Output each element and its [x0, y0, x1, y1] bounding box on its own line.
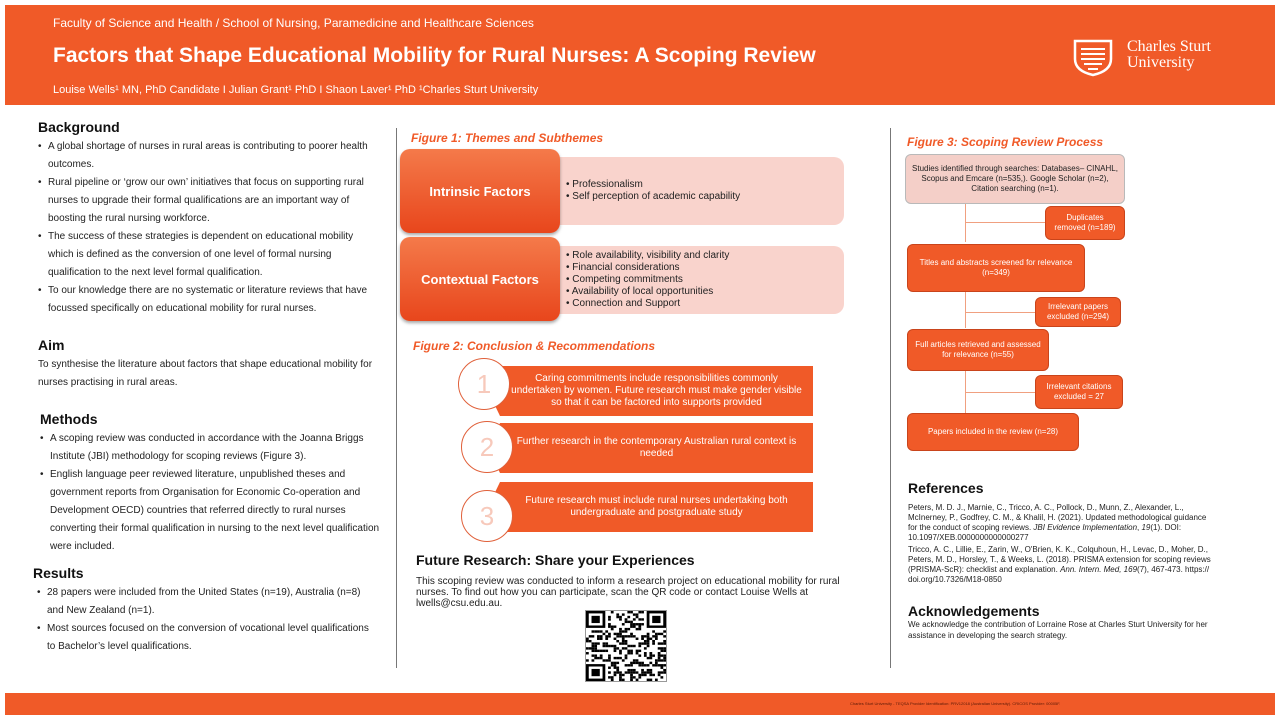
subtheme-item: • Connection and Support	[566, 298, 844, 310]
subtheme-item: • Competing commitments	[566, 274, 844, 286]
recommendation-number: 2	[461, 421, 513, 473]
figure3-title: Figure 3: Scoping Review Process	[907, 135, 1104, 149]
background-section	[38, 118, 378, 318]
crest-icon	[1071, 37, 1115, 77]
aim-heading: Aim	[38, 337, 65, 353]
list-item: • Most sources focused on the conversion of vocational level qualifications to Bachelor’s level qualifications.	[37, 620, 373, 656]
list-item: • The success of these strategies is dependent on educational mobility which is defined as the conversion of one level of formal nursing qualification to the next level formal qualification.	[38, 228, 378, 282]
background-heading: Background	[38, 119, 120, 135]
flow-connector	[965, 392, 1035, 393]
logo-line-1: Charles Sturt	[1127, 38, 1211, 55]
reference-journal: JBI Evidence Implementation	[1033, 523, 1138, 532]
reference-text: Peters, M. D. J., Marnie, C., Tricco, A. C., Pollock, D., Munn, Z., Alexander, L., McInerney, P., Godfrey, C. M., & Khalil, H. (2021). Updated methodological guidance for the conduct of scoping reviews.	[908, 503, 1207, 532]
list-item: • A scoping review was conducted in accordance with the Joanna Briggs Institute (JBI) methodology for scoping reviews (Figure 3).	[40, 430, 380, 466]
screened-box: Titles and abstracts screened for relevance (n=349)	[907, 244, 1085, 292]
future-research-heading: Future Research: Share your Experiences	[416, 552, 695, 568]
qr-code[interactable]	[585, 610, 667, 682]
list-item: • Rural pipeline or ‘grow our own’ initiatives that focus on supporting rural nurses to upgrade their formal qualifications are an important way of boosting the rural nursing workforce.	[38, 174, 378, 228]
subtheme-item: • Professionalism	[566, 179, 844, 191]
identified-box: Studies identified through searches: Databases– CINAHL, Scopus and Emcare (n=535,). Google Scholar (n=2), Citation searching (n=1).	[905, 154, 1125, 204]
reference-text: Tricco, A. C., Lillie, E., Zarin, W., O'Brien, K. K., Colquhoun, H., Levac, D., Moher, D., Peters, M. D., Horsley, T., & Weeks, L. (2018). PRISMA extension for scoping reviews (PRISMA-ScR): checklist and explanation.	[908, 545, 1211, 574]
recommendation-box: Further research in the contemporary Australian rural context is needed	[500, 423, 813, 473]
reference-volume: 169	[1123, 565, 1138, 574]
flow-connector	[965, 222, 1045, 223]
included-box: Papers included in the review (n=28)	[907, 413, 1079, 451]
acknowledgements-text: We acknowledge the contribution of Lorraine Rose at Charles Sturt University for her assistance in developing the search strategy.	[908, 620, 1208, 640]
reference-text: (1). DOI: 10.1097/XEB.0000000000000277	[908, 523, 1182, 542]
irrelevant-citations-box: Irrelevant citations excluded = 27	[1035, 375, 1123, 409]
logo-text	[1127, 39, 1211, 71]
acknowledgements-heading: Acknowledgements	[908, 603, 1040, 619]
reference-item	[908, 503, 1213, 543]
poster-title: Factors that Shape Educational Mobility for Rural Nurses: A Scoping Review	[53, 44, 816, 67]
recommendation-box: Future research must include rural nurses undertaking both undergraduate and postgraduate study	[500, 482, 813, 532]
subtheme-item: • Availability of local opportunities	[566, 286, 844, 298]
subtheme-item: • Role availability, visibility and clarity	[566, 250, 844, 262]
flow-connector	[965, 292, 966, 328]
flow-connector	[965, 312, 1035, 313]
contextual-factors-box: Contextual Factors	[400, 237, 560, 321]
results-heading: Results	[33, 565, 84, 581]
flow-connector	[965, 204, 966, 242]
full-articles-box: Full articles retrieved and assessed for relevance (n=55)	[907, 329, 1049, 371]
methods-heading: Methods	[40, 411, 98, 427]
contextual-subthemes	[552, 246, 844, 314]
qr-code-icon	[586, 611, 666, 681]
irrelevant-papers-box: Irrelevant papers excluded (n=294)	[1035, 297, 1121, 327]
poster-header	[5, 5, 1275, 105]
aim-text: To synthesise the literature about factors that shape educational mobility for nurses practising in rural areas.	[38, 359, 373, 388]
list-item: • 28 papers were included from the United States (n=19), Australia (n=8) and New Zealand (n=1).	[37, 584, 373, 620]
references-heading: References	[908, 480, 984, 496]
logo-line-2: University	[1127, 54, 1195, 71]
intrinsic-factors-box: Intrinsic Factors	[400, 149, 560, 233]
reference-volume: 19	[1141, 523, 1151, 532]
university-logo	[1071, 35, 1251, 81]
column-divider	[890, 128, 891, 668]
methods-section	[40, 410, 380, 556]
reference-journal: Ann. Intern. Med,	[1060, 565, 1122, 574]
recommendation-number: 1	[458, 358, 510, 410]
intrinsic-subthemes	[552, 157, 844, 225]
faculty-line: Faculty of Science and Health / School of Nursing, Paramedicine and Healthcare Sciences	[53, 16, 534, 30]
background-list	[38, 138, 378, 318]
reference-text: (7), 467-473. https:// doi.org/10.7326/M18-0850	[908, 565, 1210, 584]
poster-footer	[5, 693, 1275, 715]
author-line: Louise Wells¹ MN, PhD Candidate I Julian Grant¹ PhD I Shaon Laver¹ PhD ¹Charles Sturt University	[53, 84, 539, 96]
footer-text: Charles Sturt University - TEQSA Provider Identification: PRV12018 (Australian University). CRICOS Provider: 00005F.	[850, 701, 1061, 706]
reference-item	[908, 545, 1213, 585]
reference-text: ,	[1137, 523, 1142, 532]
subtheme-item: • Self perception of academic capability	[566, 191, 844, 203]
figure2-title: Figure 2: Conclusion & Recommendations	[413, 339, 656, 353]
recommendation-number: 3	[461, 490, 513, 542]
list-item: • A global shortage of nurses in rural areas is contributing to poorer health outcomes.	[38, 138, 378, 174]
recommendation-box: Caring commitments include responsibilities commonly undertaken by women. Future research must make gender visible so that it can be factored into supports provided	[500, 366, 813, 416]
duplicates-box: Duplicates removed (n=189)	[1045, 206, 1125, 240]
subtheme-item: • Financial considerations	[566, 262, 844, 274]
methods-list	[40, 430, 380, 556]
list-item: • English language peer reviewed literature, unpublished theses and government reports from Organisation for Economic Co-operation and Development OECD) countries that referred directly to rural nurses converting their formal qualification in nursing to the next level qualification were included.	[40, 466, 380, 556]
column-divider	[396, 128, 397, 668]
figure1-title: Figure 1: Themes and Subthemes	[411, 131, 604, 145]
results-list	[33, 584, 373, 656]
results-section	[33, 564, 373, 656]
future-research-text: This scoping review was conducted to inform a research project on educational mobility for rural nurses. To find out how you can participate, scan the QR code or contact Louise Wells at lwells@csu.edu.au.	[416, 576, 840, 609]
list-item: • To our knowledge there are no systematic or literature reviews that have focussed specifically on educational mobility for rural nurses.	[38, 282, 378, 318]
aim-section	[38, 336, 378, 392]
